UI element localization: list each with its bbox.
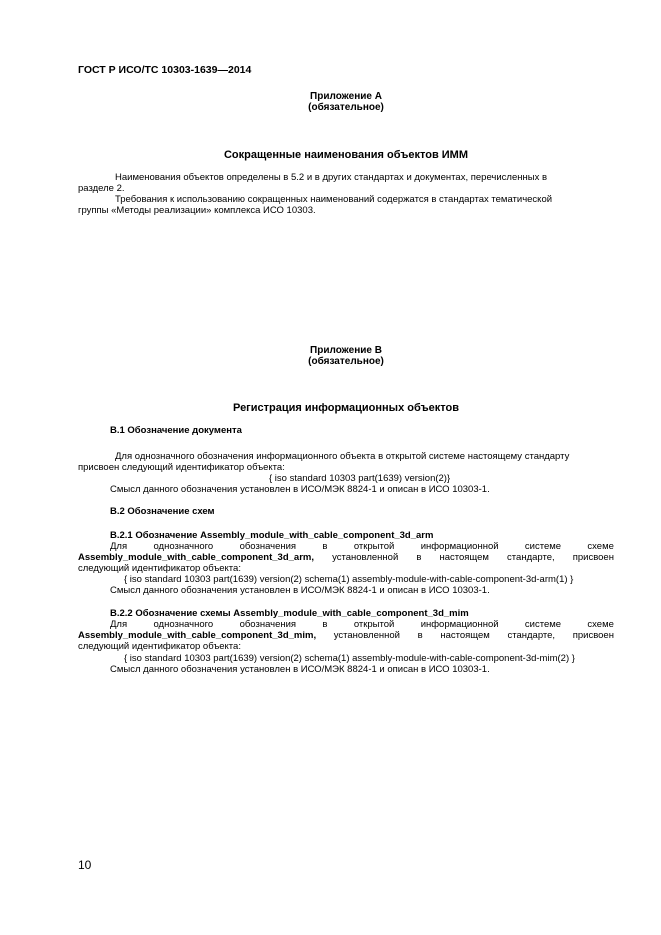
annex-a-para1-line1: Наименования объектов определены в 5.2 и в других стандартах и документах, перечисленных в <box>115 172 548 183</box>
section-b22-line3: следующий идентификатор объекта: <box>78 641 241 652</box>
annex-a-para2-line2: группы «Методы реализации» комплекса ИСО 10303. <box>78 205 316 216</box>
word: установленной <box>332 552 399 563</box>
section-b1-meaning: Смысл данного обозначения установлен в ИСО/МЭК 8824-1 и описан в ИСО 10303-1. <box>110 484 490 495</box>
word: системе <box>524 619 562 630</box>
word: присвоен <box>572 552 614 563</box>
annex-a-status: (обязательное) <box>308 102 384 113</box>
word: в <box>416 552 422 563</box>
word: Для <box>110 541 128 552</box>
word: в <box>322 541 328 552</box>
section-b22-line2 <box>78 630 614 641</box>
annex-a-para2-line1: Требования к использованию сокращенных наименований содержатся в стандартах тематической <box>115 194 553 205</box>
word: системе <box>524 541 562 552</box>
schema-name: Assembly_module_with_cable_component_3d_arm, <box>78 552 314 563</box>
word: стандарте, <box>507 630 556 641</box>
section-b21-line1 <box>110 541 614 552</box>
annex-a-body <box>78 172 614 216</box>
section-b21-heading: В.2.1 Обозначение Assembly_module_with_cable_component_3d_arm <box>110 530 434 541</box>
annex-a-para1-line2: разделе 2. <box>78 183 125 194</box>
word: информационной <box>420 619 499 630</box>
page-number: 10 <box>78 858 92 872</box>
word: открытой <box>353 619 395 630</box>
section-b1-heading: В.1 Обозначение документа <box>110 425 242 436</box>
annex-b-heading: Регистрация информационных объектов <box>233 402 459 414</box>
section-b22-heading: В.2.2 Обозначение схемы Assembly_module_with_cable_component_3d_mim <box>110 608 469 619</box>
word: открытой <box>353 541 395 552</box>
document-code: ГОСТ Р ИСО/ТС 10303-1639—2014 <box>78 64 252 76</box>
annex-b-title: Приложение В <box>310 345 382 356</box>
word: в <box>322 619 328 630</box>
word: стандарте, <box>507 552 555 563</box>
section-b21-identifier: { iso standard 10303 part(1639) version(2) schema(1) assembly-module-with-cable-component-3d-arm(1) } <box>124 574 574 585</box>
annex-b-status: (обязательное) <box>308 356 384 367</box>
section-b1-identifier: { iso standard 10303 part(1639) version(2)} <box>269 473 451 484</box>
word: в <box>417 630 423 641</box>
schema-name: Assembly_module_with_cable_component_3d_mim, <box>78 630 317 641</box>
section-b2-heading: В.2 Обозначение схем <box>110 506 215 517</box>
word: однозначного <box>153 619 214 630</box>
section-b21-meaning: Смысл данного обозначения установлен в ИСО/МЭК 8824-1 и описан в ИСО 10303-1. <box>110 585 490 596</box>
word: установленной <box>333 630 400 641</box>
word: настоящем <box>439 552 489 563</box>
word: схеме <box>587 619 614 630</box>
word: обозначения <box>239 541 297 552</box>
word: настоящем <box>440 630 490 641</box>
section-b21-line3: следующий идентификатор объекта: <box>78 563 241 574</box>
word: однозначного <box>153 541 214 552</box>
section-b1-line2: присвоен следующий идентификатор объекта: <box>78 462 285 473</box>
annex-a-title: Приложение А <box>310 91 382 102</box>
section-b22-line1 <box>110 619 614 630</box>
word: информационной <box>420 541 499 552</box>
annex-a-heading: Сокращенные наименования объектов ИММ <box>223 149 469 161</box>
word: присвоен <box>572 630 614 641</box>
word: обозначения <box>239 619 297 630</box>
section-b22-meaning: Смысл данного обозначения установлен в ИСО/МЭК 8824-1 и описан в ИСО 10303-1. <box>110 664 490 675</box>
section-b22-identifier: { iso standard 10303 part(1639) version(2) schema(1) assembly-module-with-cable-component-3d-mim(2) } <box>124 653 575 664</box>
word: Для <box>110 619 128 630</box>
section-b1-line1: Для однозначного обозначения информационного объекта в открытой системе настоящему стандарту <box>115 451 570 462</box>
word: схеме <box>587 541 614 552</box>
section-b21-line2 <box>78 552 614 563</box>
